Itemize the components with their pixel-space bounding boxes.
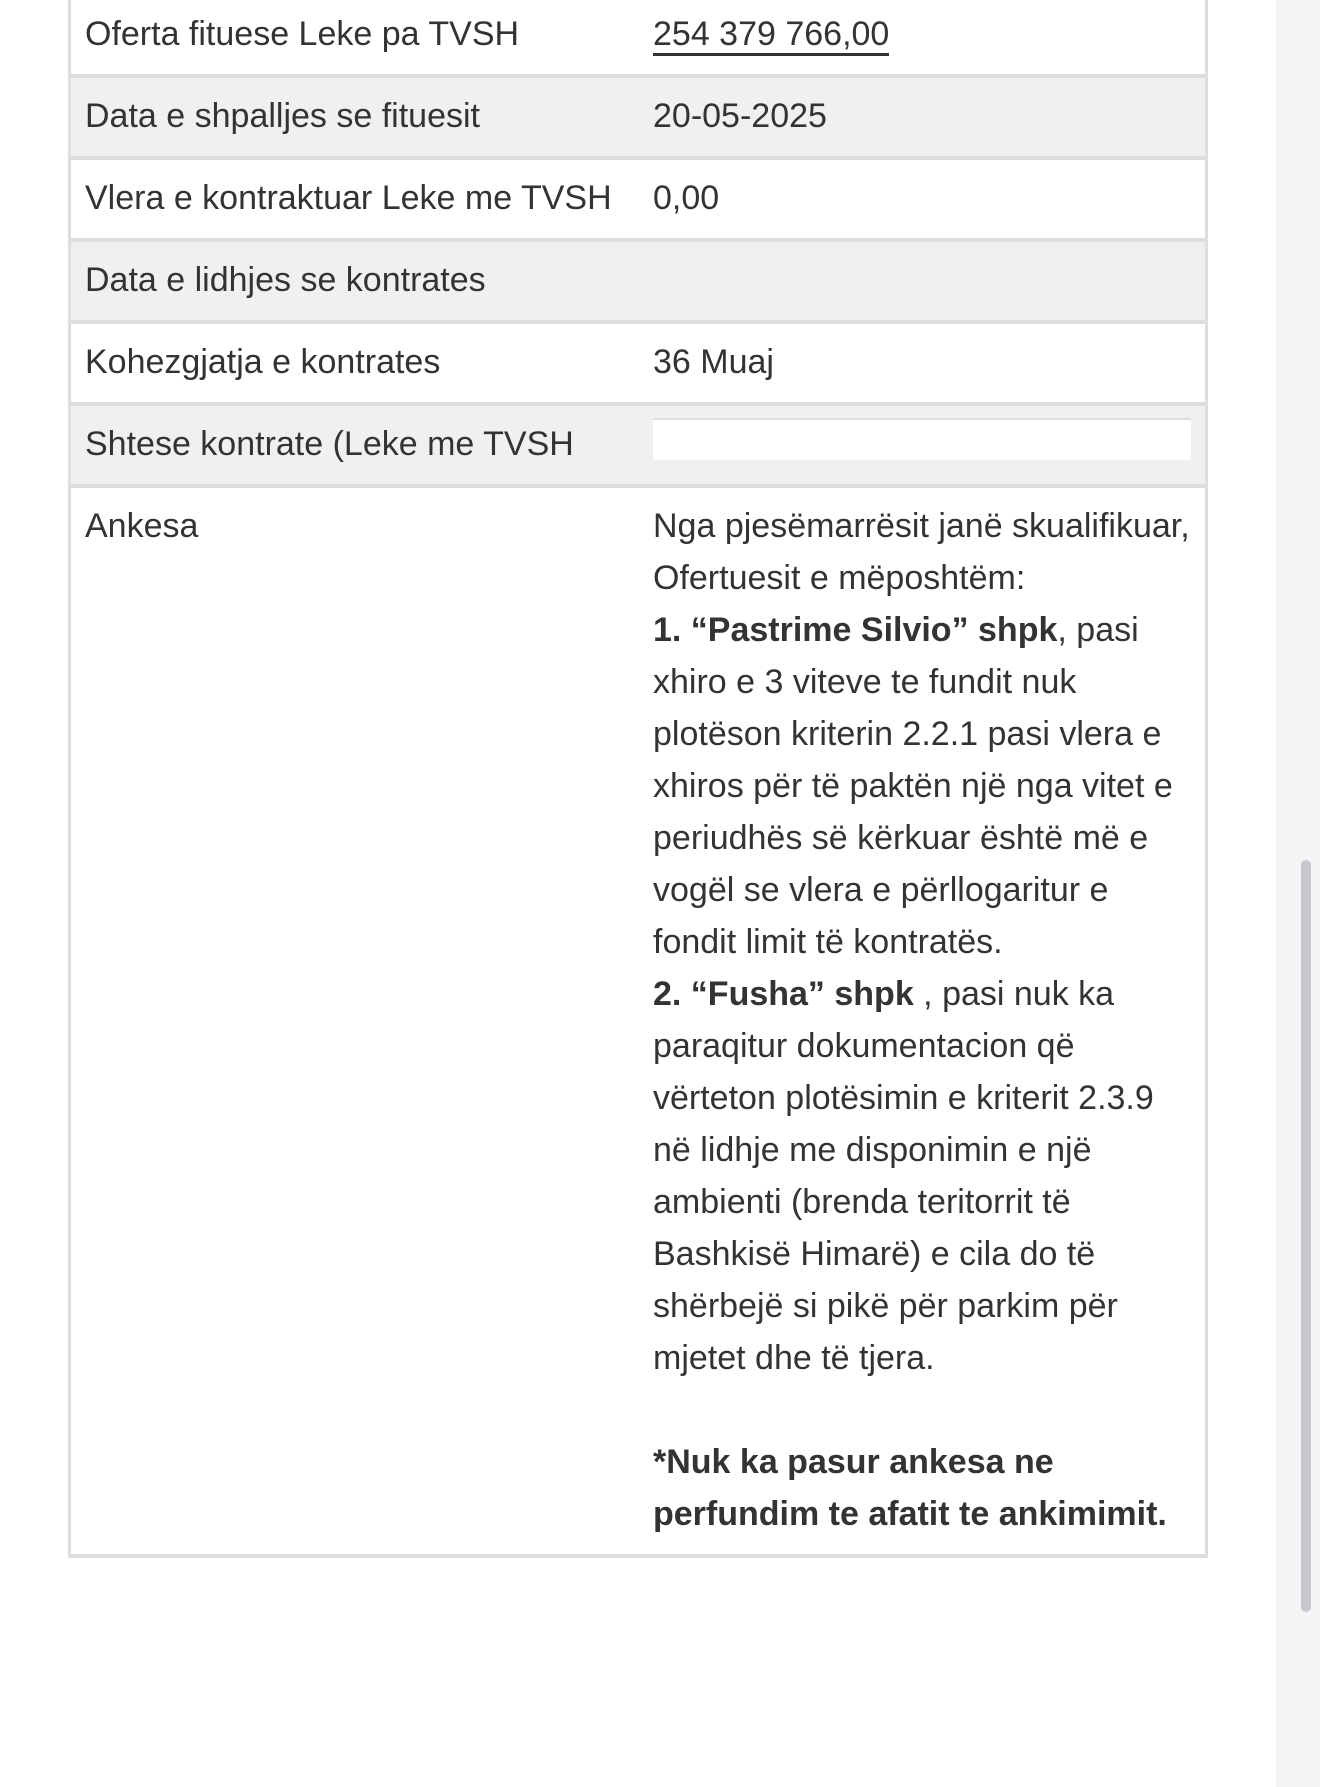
label-winner-announcement-date: Data e shpalljes se fituesit	[70, 76, 640, 158]
vertical-scrollbar[interactable]	[1301, 860, 1311, 1612]
complaints-item-2-company: 2. “Fusha” shpk	[653, 975, 914, 1013]
value-complaints	[639, 486, 1207, 1556]
tender-details-table	[68, 0, 1208, 1558]
row-contract-signing-date	[70, 240, 1207, 322]
label-contract-duration: Kohezgjatja e kontrates	[70, 322, 640, 404]
row-contracted-value	[70, 158, 1207, 240]
value-contract-signing-date	[639, 240, 1207, 322]
label-contract-signing-date: Data e lidhjes se kontrates	[70, 240, 640, 322]
row-contract-duration	[70, 322, 1207, 404]
row-contract-addition	[70, 404, 1207, 486]
value-contract-addition	[639, 404, 1207, 486]
complaints-item-1	[653, 604, 1191, 968]
row-complaints	[70, 486, 1207, 1556]
contract-addition-empty-field	[653, 418, 1191, 460]
complaints-item-1-company: 1. “Pastrime Silvio” shpk	[653, 611, 1058, 649]
complaints-item-2-reason: , pasi nuk ka paraqitur dokumentacion që vërteton plotësimin e kriterit 2.3.9 në lidhje me disponimin e një ambienti (brenda teritorrit të Bashkisë Himarë) e cila do të shërbejë si pikë për parkim për mjetet dhe të tjera.	[653, 975, 1154, 1377]
label-winning-offer: Oferta fituese Leke pa TVSH	[70, 0, 640, 76]
value-winner-announcement-date: 20-05-2025	[639, 76, 1207, 158]
complaints-intro: Nga pjesëmarrësit janë skualifikuar, Ofertuesit e mëposhtëm:	[653, 507, 1190, 597]
value-winning-offer	[639, 0, 1207, 76]
label-contracted-value: Vlera e kontraktuar Leke me TVSH	[70, 158, 640, 240]
row-winning-offer	[70, 0, 1207, 76]
complaints-spacer	[653, 1384, 1191, 1436]
value-contracted-value: 0,00	[639, 158, 1207, 240]
winning-offer-amount-link[interactable]: 254 379 766,00	[653, 15, 889, 56]
value-contract-duration: 36 Muaj	[639, 322, 1207, 404]
complaints-item-1-reason: , pasi xhiro e 3 viteve te fundit nuk plotëson kriterin 2.2.1 pasi vlera e xhiros për të paktën një nga vitet e periudhës së kërkuar është më e vogël se vlera e përllogaritur e fondit limit të kontratës.	[653, 611, 1173, 961]
label-contract-addition: Shtese kontrate (Leke me TVSH	[70, 404, 640, 486]
row-winner-announcement-date	[70, 76, 1207, 158]
right-gutter	[1276, 0, 1320, 1787]
complaints-note: *Nuk ka pasur ankesa ne perfundim te afatit te ankimimit.	[653, 1443, 1167, 1533]
label-complaints: Ankesa	[70, 486, 640, 1556]
complaints-item-2	[653, 968, 1191, 1384]
